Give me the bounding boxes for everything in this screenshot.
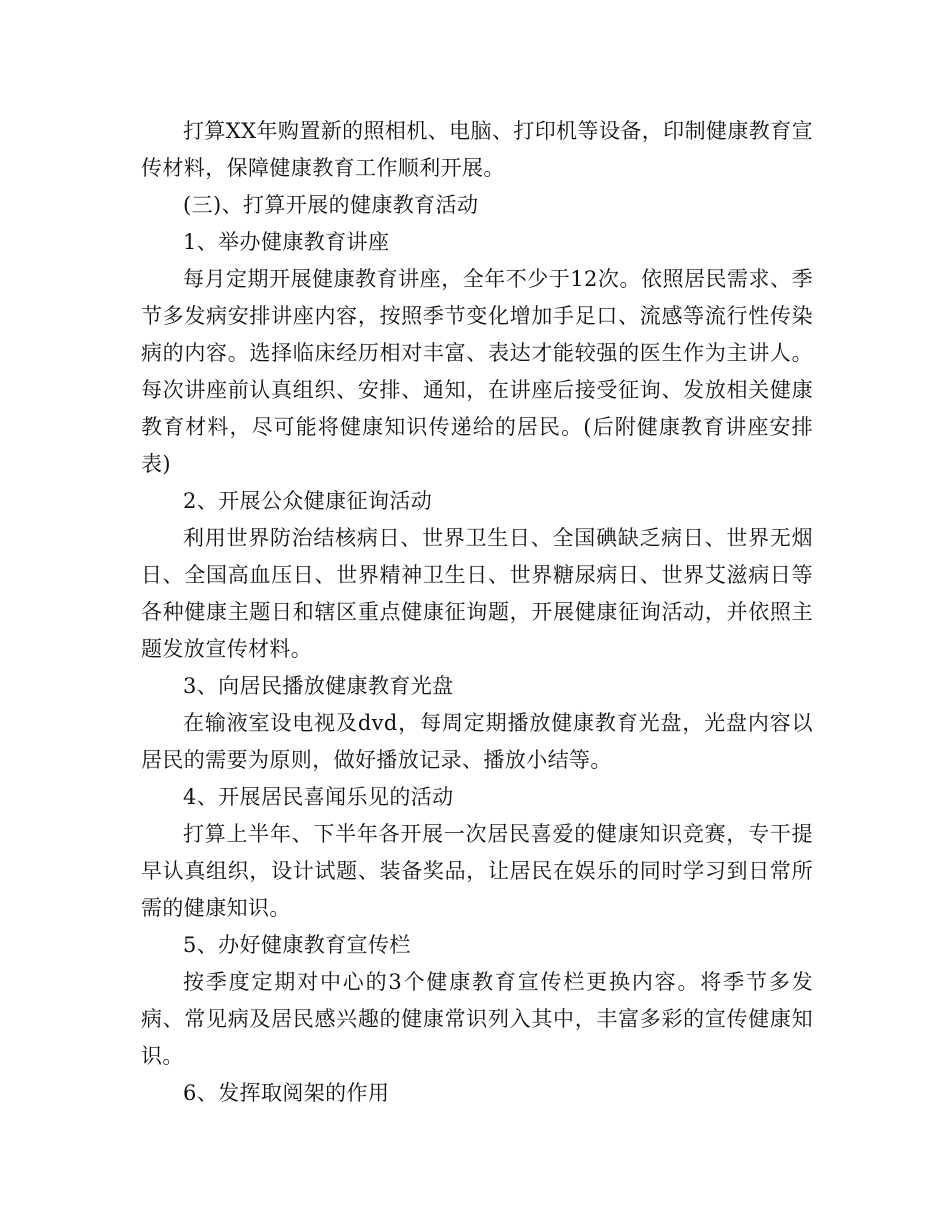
paragraph-bulletin-board: 按季度定期对中心的3个健康教育宣传栏更换内容。将季节多发病、常见病及居民感兴趣的健康常识列入其中，丰富多彩的宣传健康知识。: [141, 970, 813, 1068]
item-heading-discs: 3、向居民播放健康教育光盘: [183, 674, 454, 698]
paragraph-popular-activities: 打算上半年、下半年各开展一次居民喜爱的健康知识竞赛，专干提早认真组织，设计试题、装备奖品，让居民在娱乐的同时学习到日常所需的健康知识。: [141, 822, 813, 920]
paragraph-consultation: 利用世界防治结核病日、世界卫生日、全国碘缺乏病日、世界无烟日、全国高血压日、世界精神卫生日、世界糖尿病日、世界艾滋病日等各种健康主题日和辖区重点健康征询题，开展健康征询活动，并依照主题发放宣传材料。: [141, 526, 813, 661]
item-heading-bulletin-board: 5、办好健康教育宣传栏: [183, 933, 411, 957]
paragraph-equipment-plan: 打算XX年购置新的照相机、电脑、打印机等设备，印制健康教育宣传材料，保障健康教育工作顺利开展。: [141, 119, 813, 180]
item-heading-popular-activities: 4、开展居民喜闻乐见的活动: [183, 785, 454, 809]
paragraph-lectures: 每月定期开展健康教育讲座，全年不少于12次。依照居民需求、季节多发病安排讲座内容，按照季节变化增加手足口、流感等流行性传染病的内容。选择临床经历相对丰富、表达才能较强的医生作为主讲人。每次讲座前认真组织、安排、通知，在讲座后接受征询、发放相关健康教育材料，尽可能将健康知识传递给的居民。(后附健康教育讲座安排表): [141, 267, 813, 476]
section-heading-activities: (三)、打算开展的健康教育活动: [183, 193, 479, 217]
item-heading-reading-rack: 6、发挥取阅架的作用: [183, 1081, 390, 1105]
item-heading-lectures: 1、举办健康教育讲座: [183, 230, 390, 254]
item-heading-consultation: 2、开展公众健康征询活动: [183, 489, 433, 513]
document-body: [141, 113, 813, 1112]
paragraph-discs: 在输液室设电视及dvd，每周定期播放健康教育光盘，光盘内容以居民的需要为原则，做好播放记录、播放小结等。: [141, 711, 813, 772]
